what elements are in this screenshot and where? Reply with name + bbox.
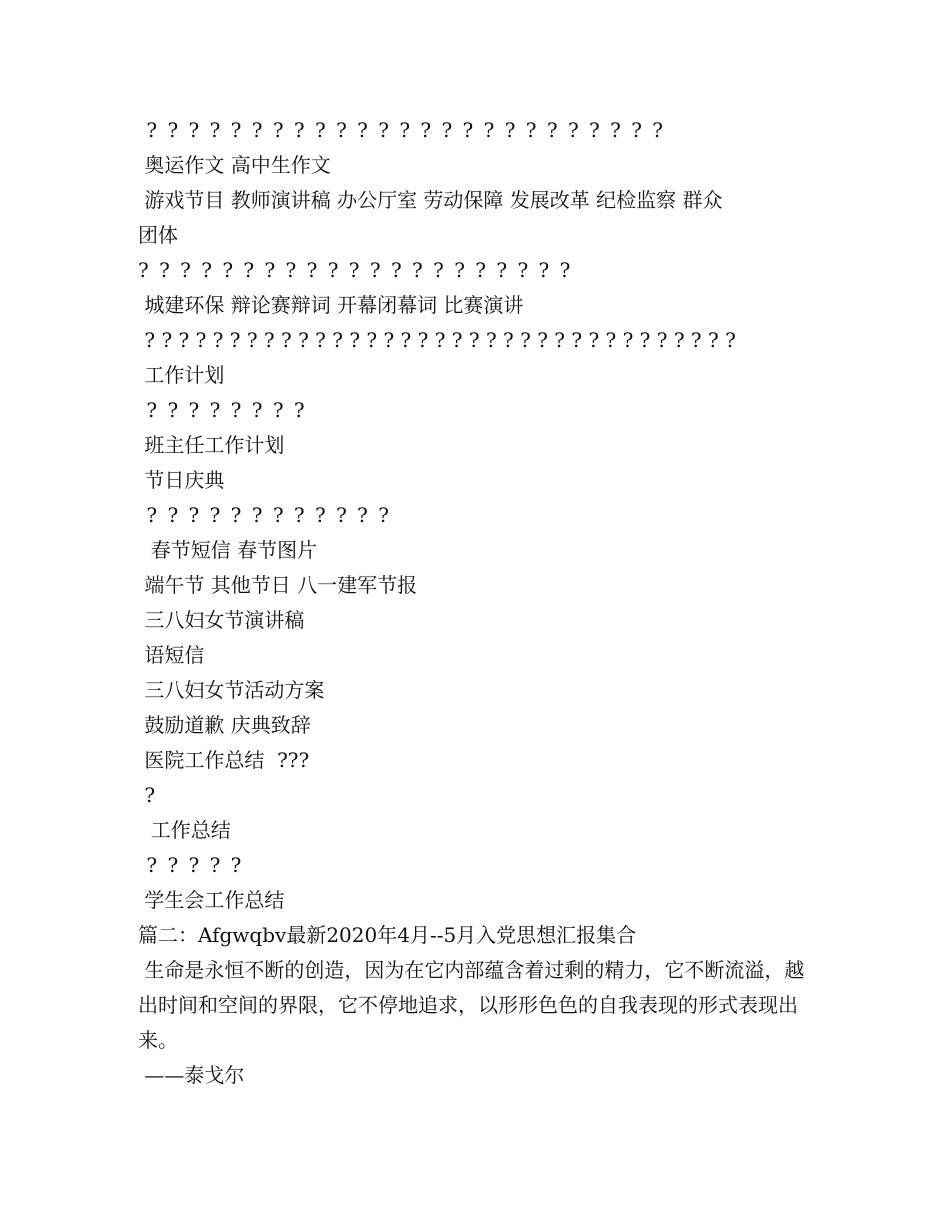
text-line: 鼓励道歉 庆典致辞 <box>138 713 311 737</box>
placeholder-text-line: ? ? ? ? ? ? ? ? ? ? ? ? <box>138 503 391 527</box>
text-line: 城建环保 辩论赛辩词 开幕闭幕词 比赛演讲 <box>138 293 524 317</box>
text-line: 班主任工作计划 <box>138 433 285 457</box>
placeholder-text-line: ? ? ? ? ? ? ? ? ? ? ? ? ? ? ? ? ? ? ? ? ? ? ? ? ? ? ? ? ? ? ? ? ? ? ? <box>138 328 736 352</box>
placeholder-text-line: ? ? ? ? ? ? ? ? ? ? ? ? ? ? ? ? ? ? ? ? ? ? ? ? ? <box>138 118 666 142</box>
text-line: 奥运作文 高中生作文 <box>138 153 331 177</box>
placeholder-text-line: ? ? ? ? ? ? ? ? ? ? ? ? ? ? ? ? ? ? ? ? ? <box>138 258 573 282</box>
text-line: 医院工作总结 ??? <box>138 748 310 772</box>
text-line: 节日庆典 <box>138 468 225 492</box>
placeholder-text-line: ? ? ? ? ? <box>138 853 244 877</box>
placeholder-text-line: ? <box>138 783 156 807</box>
text-line: 学生会工作总结 <box>138 888 285 912</box>
text-line: 团体 <box>138 223 178 247</box>
text-line: 三八妇女节演讲稿 <box>138 608 305 632</box>
text-line: 游戏节目 教师演讲稿 办公厅室 劳动保障 发展改革 纪检监察 群众 <box>138 188 723 212</box>
text-line: 工作总结 <box>138 818 231 842</box>
text-line: 语短信 <box>138 643 205 667</box>
text-line: 端午节 其他节日 八一建军节报 <box>138 573 418 597</box>
text-line: 三八妇女节活动方案 <box>138 678 325 702</box>
text-line: 春节短信 春节图片 <box>138 538 318 562</box>
document-body <box>138 113 818 1093</box>
placeholder-text-line: ? ? ? ? ? ? ? ? <box>138 398 307 422</box>
quote-paragraph: 生命是永恒不断的创造，因为在它内部蕴含着过剩的精力，它不断流溢，越出时间和空间的界限，它不停地追求，以形形色色的自我表现的形式表现出来。 <box>138 958 805 1052</box>
section-heading: 篇二：Afgwqbv最新2020年4月--5月入党思想汇报集合 <box>138 923 637 947</box>
text-line: 工作计划 <box>138 363 225 387</box>
quote-attribution: ——泰戈尔 <box>138 1063 245 1087</box>
